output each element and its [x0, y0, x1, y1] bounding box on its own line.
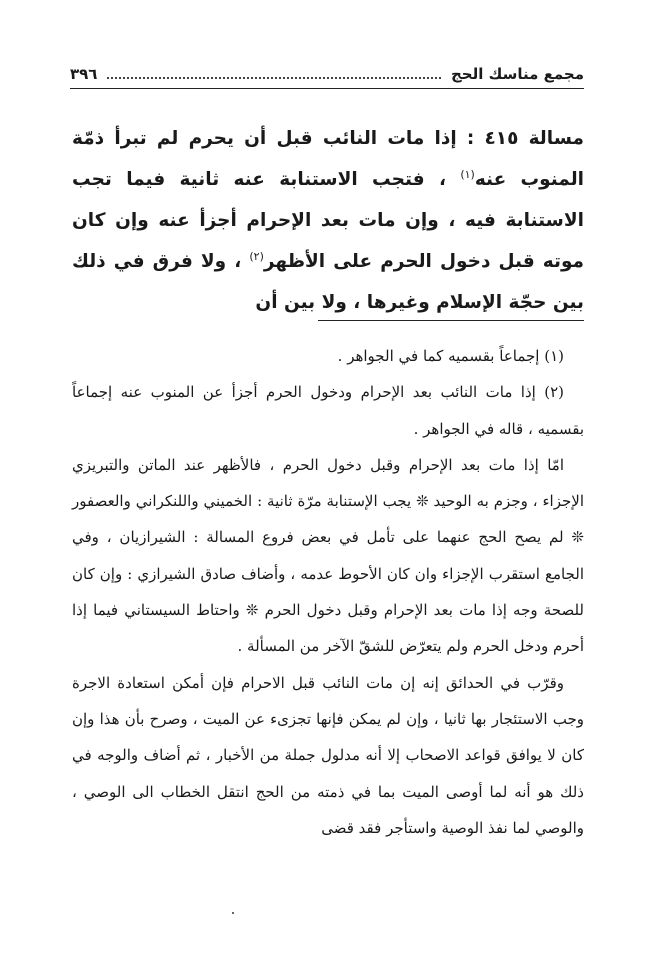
footnotes — [72, 338, 584, 846]
footnote-separator — [318, 320, 584, 321]
footnote-ref-1[interactable]: (١) — [460, 167, 475, 181]
main-paragraph — [72, 118, 584, 323]
running-title: مجمع مناسك الحج — [450, 65, 584, 83]
running-header — [70, 62, 584, 86]
masala-label: مسالة — [528, 128, 584, 149]
page-number: ٣٩٦ — [70, 65, 98, 83]
masala-number: ٤١٥ — [484, 128, 519, 149]
footnote-2: (٢) إذا مات النائب بعد الإحرام ودخول الحرم أجزأ عن المنوب عنه إجماعاً بقسميه ، قاله في الجواهر . — [72, 383, 584, 438]
footnote-1: (١) إجماعاً بقسميه كما في الجواهر . — [337, 347, 564, 365]
header-dotted-leader — [107, 77, 441, 79]
main-text — [72, 118, 584, 323]
main-text-part2: ، فتجب الاستنابة عنه ثانية فيما تجب الاستنابة فيه ، وإن مات بعد الإحرام أجزأ عنه وإن كان موته قبل دخول الحرم على الأظهر — [72, 169, 584, 272]
print-speck — [232, 912, 234, 914]
header-rule — [70, 88, 584, 89]
footnote-2-commentary: امّا إذا مات بعد الإحرام وقبل دخول الحرم ، فالأظهر عند الماتن والتبريزي الإجزاء ، وجزم به الوحيد ❊ يجب الإستنابة مرّة ثانية : الخميني واللنكراني والعصفور ❊ لم يصح الحج عنهما على تأمل في بعض فروع المسالة : الشيرازيان ، وفي الجامع استقرب الإجزاء وان كان الأحوط عدمه ، وأضاف صادق الشيرازي : وإن كان للصحة وجه إذا مات بعد الإحرام وقبل دخول الحرم ❊ واحتاط السيستاني فيما إذا أحرم ودخل الحرم ولم يتعرّض للشقّ الآخر من المسألة . — [72, 455, 584, 656]
main-text-part1: : إذا مات النائب قبل أن يحرم لم تبرأ ذمّة المنوب عنه — [72, 128, 584, 190]
footnote-2-hadaiq: وقرّب في الحدائق إنه إن مات النائب قبل الاحرام فإن أمكن استعادة الاجرة وجب الاستئجار بها ثانيا ، وإن لم يمكن فإنها تجزىء عن الميت ، وصرح بأن هذا وإن كان لا يوافق قواعد الاصحاب إلا أنه مدلول جملة من الأخبار ، ثم أضاف والوجه في ذلك هو أنه لما أوصى الميت بما في ذمته من الحج انتقل الخطاب الى الوصي ، والوصي لما نفذ الوصية واستأجر فقد قضى — [72, 673, 584, 837]
main-text-part3: ، ولا فرق في ذلك بين حجّة الإسلام وغيرها ، ولا بين أن — [72, 251, 584, 313]
footnote-ref-2[interactable]: (٢) — [249, 249, 264, 263]
